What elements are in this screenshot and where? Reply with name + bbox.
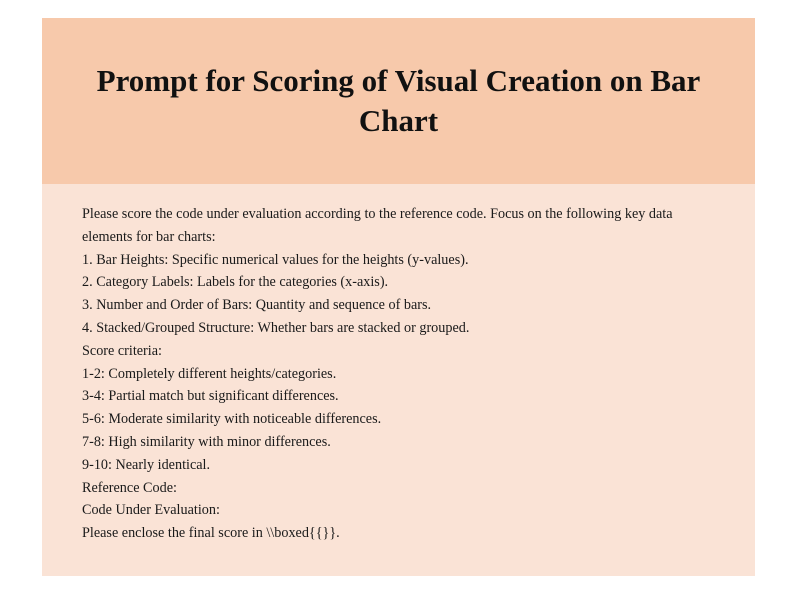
criteria-item: 5-6: Moderate similarity with noticeable differences. <box>82 411 382 428</box>
card-body <box>82 203 712 545</box>
score-criteria-label: Score criteria: <box>82 342 162 359</box>
criteria-item: 7-8: High similarity with minor differences. <box>82 433 331 450</box>
criteria-item: 3-4: Partial match but significant differences. <box>82 388 339 405</box>
reference-code-label: Reference Code: <box>82 479 177 496</box>
criteria-item: 9-10: Nearly identical. <box>82 456 211 473</box>
code-under-evaluation-label: Code Under Evaluation: <box>82 502 220 519</box>
criteria-item: 1-2: Completely different heights/categories. <box>82 365 337 382</box>
element-item: 3. Number and Order of Bars: Quantity and sequence of bars. <box>82 297 432 314</box>
element-item: 4. Stacked/Grouped Structure: Whether bars are stacked or grouped. <box>82 319 470 336</box>
element-item: 1. Bar Heights: Specific numerical values for the heights (y-values). <box>82 251 469 268</box>
intro-text: Please score the code under evaluation according to the reference code. Focus on the following key data elements for bar charts: <box>82 206 673 245</box>
element-item: 2. Category Labels: Labels for the categories (x-axis). <box>82 274 389 291</box>
page-title: Prompt for Scoring of Visual Creation on Bar Chart <box>96 63 701 138</box>
prompt-card <box>42 18 755 576</box>
closing-instruction: Please enclose the final score in \\boxed{{}}. <box>82 525 340 542</box>
card-header <box>42 18 755 184</box>
